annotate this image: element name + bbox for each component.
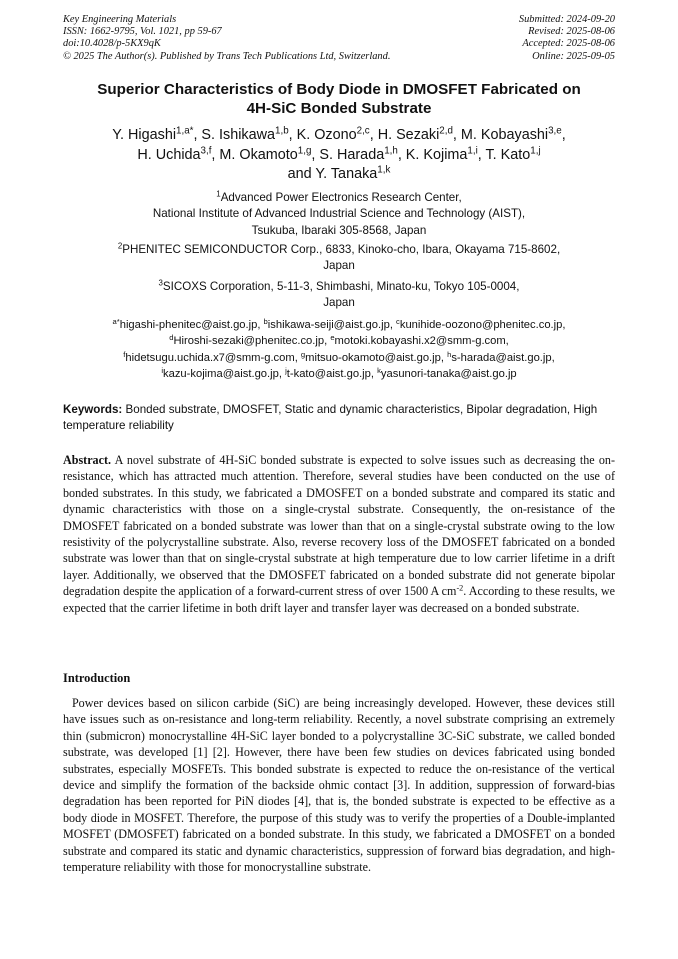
date-revised: Revised: 2025-08-06 bbox=[528, 26, 615, 38]
author-affiliation-mark: 1,h bbox=[384, 145, 398, 157]
email-mark: c bbox=[396, 316, 400, 326]
author-name: H. Uchida bbox=[137, 146, 201, 163]
email-mark: e bbox=[330, 333, 335, 343]
keywords-text: Bonded substrate, DMOSFET, Static and dynamic characteristics, Bipolar degradation, High temperature reliability bbox=[63, 403, 598, 433]
affiliation-line: National Institute of Advanced Industrial Science and Technology (AIST), bbox=[152, 207, 526, 221]
email-link[interactable]: kazu-kojima@aist.go.jp, bbox=[163, 368, 286, 381]
author-list bbox=[60, 126, 618, 185]
journal-doi: doi:10.4028/p-5KX9qK bbox=[63, 38, 161, 50]
email-line-1 bbox=[60, 317, 618, 333]
author-line-3 bbox=[60, 165, 618, 185]
email-mark: h bbox=[447, 349, 452, 359]
email-link[interactable]: ishikawa-seiji@aist.go.jp, bbox=[267, 319, 397, 331]
email-link[interactable]: s-harada@aist.go.jp, bbox=[451, 351, 555, 364]
email-mark: f bbox=[123, 349, 126, 359]
publication-dates bbox=[519, 14, 615, 63]
email-line-3 bbox=[60, 350, 618, 366]
affiliation-mark: 1 bbox=[216, 189, 221, 199]
abstract-superscript: -2 bbox=[456, 583, 464, 593]
journal-name: Key Engineering Materials bbox=[63, 14, 177, 25]
affiliation-3 bbox=[60, 279, 618, 312]
affiliation-text: Advanced Power Electronics Research Center, bbox=[220, 191, 462, 204]
affiliation-line: Japan bbox=[323, 296, 355, 310]
author-affiliation-mark: 2,c bbox=[356, 125, 370, 137]
author-name: , S. Ishikawa bbox=[193, 127, 276, 143]
email-mark: a* bbox=[112, 316, 120, 326]
title-line-2: 4H-SiC Bonded Substrate bbox=[246, 100, 432, 117]
email-mark: i bbox=[161, 366, 164, 376]
affiliation-1 bbox=[60, 190, 618, 239]
paper-title bbox=[60, 80, 618, 118]
section-heading-introduction: Introduction bbox=[63, 671, 131, 685]
keywords-label: Keywords: bbox=[63, 403, 123, 416]
email-line-4 bbox=[60, 366, 618, 382]
affiliation-line bbox=[60, 190, 618, 206]
email-mark: g bbox=[300, 349, 306, 359]
author-name: , K. Kojima bbox=[397, 146, 468, 163]
author-affiliation-mark: 1,k bbox=[377, 164, 391, 176]
email-mark: d bbox=[169, 333, 174, 343]
email-link[interactable]: yasunori-tanaka@aist.go.jp bbox=[380, 368, 517, 381]
affiliation-line bbox=[60, 279, 618, 295]
email-mark: b bbox=[263, 316, 268, 326]
abstract-label: Abstract. bbox=[63, 453, 112, 467]
affiliation-line: Tsukuba, Ibaraki 305-8568, Japan bbox=[251, 223, 427, 237]
email-line-2 bbox=[60, 333, 618, 349]
author-name: Y. Higashi bbox=[112, 127, 177, 143]
author-line-2 bbox=[60, 146, 618, 166]
journal-issn: ISSN: 1662-9795, Vol. 1021, pp 59-67 bbox=[63, 26, 222, 38]
author-name: , M. Kobayashi bbox=[452, 127, 549, 143]
email-link[interactable]: t-kato@aist.go.jp, bbox=[286, 368, 378, 381]
abstract bbox=[63, 452, 615, 616]
author-affiliation-mark: 3,e bbox=[548, 125, 562, 137]
email-link[interactable]: Hiroshi-sezaki@phenitec.co.jp, bbox=[173, 335, 331, 348]
title-line-1: Superior Characteristics of Body Diode in DMOSFET Fabricated on bbox=[97, 81, 581, 98]
author-name: , T. Kato bbox=[477, 146, 531, 163]
abstract-text: A novel substrate of 4H-SiC bonded substrate is expected to solve issues such as decreasing the on-resistance, which has attracted much attention. Therefore, several studies have been conducted on the use of bonded substrates. In this study, we fabricated a DMOSFET on a bonded substrate and compared its static and dynamic characteristics with those on a single-crystal substrate. Consequently, the on-resistance of the DMOSFET fabricated on a bonded substrate was lower than that on a single-crystal substrate owing to the low resistivity of the polycrystalline substrate. Also, reverse recovery loss of the DMOSFET fabricated on a bonded substrate was lower than that on single-crystal substrate at high temperature due to low carrier lifetime in a drift layer. Additionally, we observed that the DMOSFET fabricated on a bonded substrate did not generate bipolar degradation despite the application of a forward-current stress of over 1500 A cm bbox=[63, 453, 615, 599]
email-list bbox=[60, 317, 618, 383]
affiliation-2 bbox=[60, 242, 618, 275]
affiliation-line bbox=[60, 242, 618, 258]
affiliation-mark: 3 bbox=[158, 278, 163, 288]
date-online: Online: 2025-09-05 bbox=[532, 50, 615, 62]
author-affiliation-mark: 1,j bbox=[530, 145, 541, 157]
author-affiliation-mark: 2,d bbox=[439, 125, 453, 137]
abstract-text-end: . According to these results, we expected that the carrier lifetime in both drift layer and transfer layer was decreased on a bonded substrate. bbox=[63, 584, 615, 615]
email-mark: k bbox=[377, 366, 381, 376]
date-submitted: Submitted: 2024-09-20 bbox=[518, 14, 615, 25]
affiliation-text: SICOXS Corporation, 5-11-3, Shimbashi, Minato-ku, Tokyo 105-0004, bbox=[162, 280, 520, 293]
keywords bbox=[63, 402, 615, 434]
author-affiliation-mark: 1,a* bbox=[176, 125, 194, 137]
affiliation-line: Japan bbox=[323, 259, 355, 273]
email-link[interactable]: mitsuo-okamoto@aist.go.jp, bbox=[305, 351, 448, 364]
email-link[interactable]: hidetsugu.uchida.x7@smm-g.com, bbox=[125, 351, 301, 364]
email-link[interactable]: motoki.kobayashi.x2@smm-g.com, bbox=[334, 335, 509, 348]
email-mark: j bbox=[285, 366, 287, 376]
journal-info bbox=[63, 14, 390, 63]
email-link[interactable]: kunihide-oozono@phenitec.co.jp, bbox=[399, 319, 566, 331]
author-name: , K. Ozono bbox=[288, 127, 357, 143]
journal-copyright: © 2025 The Author(s). Published by Trans Tech Publications Ltd, Switzerland. bbox=[63, 50, 391, 62]
date-accepted: Accepted: 2025-08-06 bbox=[522, 38, 615, 50]
affiliation-text: PHENITEC SEMICONDUCTOR Corp., 6833, Kinoko-cho, Ibara, Okayama 715-8602, bbox=[122, 243, 561, 256]
author-name: , H. Sezaki bbox=[369, 127, 440, 143]
introduction-paragraph: Power devices based on silicon carbide (SiC) are being increasingly developed. However, these devices still have issues such as on-resistance and long-term reliability. Recently, a novel substrate comprising an extremely thin (submicron) monocrystalline 4H-SiC layer bonded to a polycrystalline 3C-SiC substrate, we called bonded substrate, was developed [1] [2]. However, there have been few studies on devices fabricated using bonded substrates, especially MOSFETs. This bonded substrate is expected to reduce the on-resistance of the vertical device and simplify the formation of the backside ohmic contact [3]. In addition, suppression of forward-bias degradation has been reported for PiN diodes [4], that is, the bonded substrate is expected to be effective as a body diode in MOSFET. Therefore, the purpose of this study was to verify the properties of a Double-implanted MOSFET (DMOSFET) fabricated on a bonded substrate. In this study, we fabricated a DMOSFET on a bonded substrate and compared its static and dynamic characteristics, suppression of forward bias degradation, and high-temperature reliability with those for monocrystalline substrate. bbox=[63, 696, 619, 875]
author-line-1: Y. Higashi$^{1,a*}$, S. Ishikawa$^{1,b}$, K. Ozono$^{2,c}$, H. Sezaki$^{2,d}$, M. Kobayashi$^{3,e}$, bbox=[112, 125, 566, 143]
author-affiliation-mark: 3,f bbox=[200, 145, 212, 157]
author-name: , M. Okamoto bbox=[211, 146, 298, 163]
author-affiliation-mark: 1,i bbox=[467, 145, 478, 157]
author-affiliation-mark: 1,b bbox=[275, 125, 289, 137]
author-affiliation-mark: 1,g bbox=[297, 145, 312, 157]
affiliation-mark: 2 bbox=[117, 241, 123, 251]
author-name: , S. Harada bbox=[311, 146, 385, 163]
email-link[interactable]: higashi-phenitec@aist.go.jp, bbox=[119, 319, 264, 331]
author-name: and Y. Tanaka bbox=[287, 166, 378, 183]
